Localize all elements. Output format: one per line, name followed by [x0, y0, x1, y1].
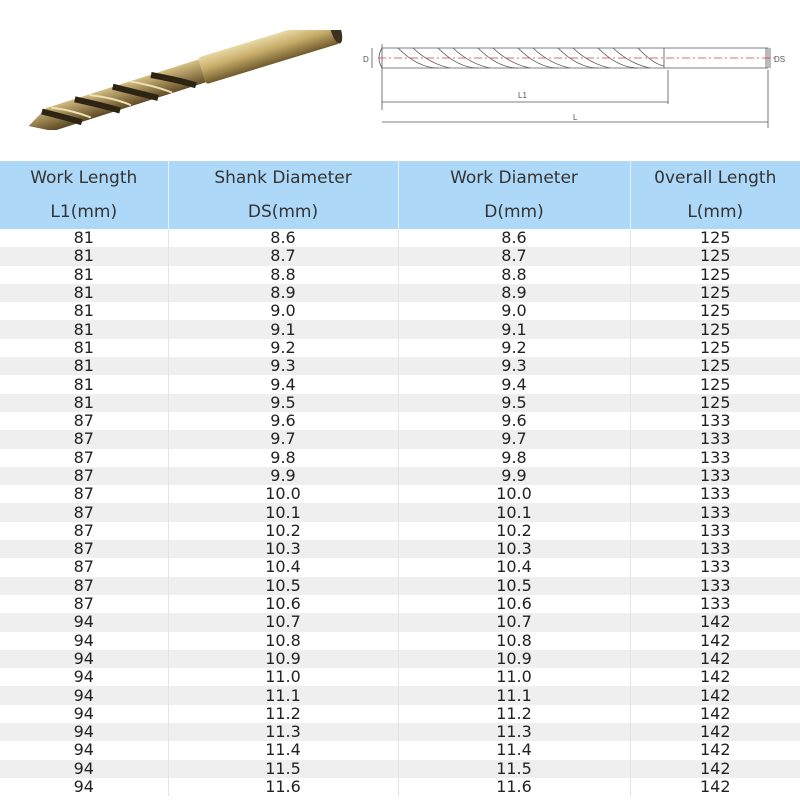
table-cell: 9.5 [398, 394, 630, 412]
table-cell: 11.6 [398, 778, 630, 796]
table-cell: 142 [630, 723, 800, 741]
table-cell: 10.3 [398, 540, 630, 558]
header-shank-diameter-unit: DS(mm) [247, 202, 319, 222]
table-row [0, 705, 800, 723]
table-cell: 11.5 [398, 760, 630, 778]
table-cell: 94 [0, 613, 168, 631]
table-cell: 9.7 [168, 430, 398, 448]
drill-bit-photo [14, 30, 359, 130]
table-cell: 142 [630, 778, 800, 796]
table-cell: 9.7 [398, 430, 630, 448]
table-cell: 10.1 [398, 503, 630, 521]
drawing-label-ds: DS [774, 55, 786, 64]
table-row [0, 430, 800, 448]
table-row [0, 449, 800, 467]
table-cell: 8.7 [168, 247, 398, 265]
table-cell: 10.7 [398, 613, 630, 631]
table-cell: 142 [630, 760, 800, 778]
table-cell: 94 [0, 741, 168, 759]
table-row [0, 522, 800, 540]
table-cell: 125 [630, 357, 800, 375]
table-cell: 133 [630, 412, 800, 430]
table-cell: 11.0 [168, 668, 398, 686]
table-cell: 142 [630, 686, 800, 704]
table-cell: 81 [0, 266, 168, 284]
table-cell: 9.1 [398, 320, 630, 338]
table-cell: 10.2 [398, 522, 630, 540]
table-cell: 125 [630, 302, 800, 320]
table-cell: 125 [630, 247, 800, 265]
table-row [0, 357, 800, 375]
table-row [0, 485, 800, 503]
header-overall-length-title: 0verall Length [654, 168, 777, 188]
table-cell: 9.1 [168, 320, 398, 338]
table-cell: 133 [630, 540, 800, 558]
table-cell: 8.9 [168, 284, 398, 302]
table-row [0, 467, 800, 485]
table-cell: 125 [630, 375, 800, 393]
table-cell: 11.6 [168, 778, 398, 796]
table-row [0, 503, 800, 521]
table-cell: 94 [0, 632, 168, 650]
table-cell: 9.9 [168, 467, 398, 485]
table-cell: 9.3 [398, 357, 630, 375]
table-cell: 81 [0, 375, 168, 393]
table-cell: 8.8 [168, 266, 398, 284]
drawing-label-d: D [363, 55, 369, 64]
table-cell: 9.4 [168, 375, 398, 393]
table-cell: 10.2 [168, 522, 398, 540]
table-cell: 94 [0, 650, 168, 668]
table-cell: 125 [630, 229, 800, 247]
table-cell: 133 [630, 467, 800, 485]
table-cell: 11.0 [398, 668, 630, 686]
table-cell: 9.9 [398, 467, 630, 485]
table-cell: 142 [630, 613, 800, 631]
table-cell: 11.3 [398, 723, 630, 741]
table-row [0, 394, 800, 412]
table-row [0, 650, 800, 668]
table-row [0, 741, 800, 759]
table-cell: 9.4 [398, 375, 630, 393]
table-cell: 81 [0, 357, 168, 375]
table-cell: 87 [0, 449, 168, 467]
header-overall-length-unit: L(mm) [687, 202, 744, 222]
table-row [0, 613, 800, 631]
table-row [0, 266, 800, 284]
table-cell: 10.6 [168, 595, 398, 613]
table-row [0, 577, 800, 595]
table-cell: 87 [0, 412, 168, 430]
table-cell: 94 [0, 723, 168, 741]
table-cell: 94 [0, 668, 168, 686]
drawing-label-l: L [573, 113, 578, 122]
table-row [0, 723, 800, 741]
table-row [0, 302, 800, 320]
table-cell: 142 [630, 705, 800, 723]
table-cell: 133 [630, 485, 800, 503]
header-work-length-unit: L1(mm) [50, 202, 118, 222]
table-cell: 87 [0, 467, 168, 485]
table-cell: 142 [630, 650, 800, 668]
header-shank-diameter [168, 161, 398, 229]
table-cell: 81 [0, 339, 168, 357]
table-cell: 94 [0, 778, 168, 796]
table-row [0, 632, 800, 650]
table-cell: 9.3 [168, 357, 398, 375]
table-row [0, 339, 800, 357]
table-cell: 8.6 [168, 229, 398, 247]
table-cell: 87 [0, 503, 168, 521]
table-cell: 81 [0, 247, 168, 265]
table-cell: 8.7 [398, 247, 630, 265]
table-row [0, 778, 800, 796]
table-header-row [0, 161, 800, 229]
table-cell: 8.6 [398, 229, 630, 247]
table-row [0, 540, 800, 558]
table-cell: 10.0 [398, 485, 630, 503]
table-row [0, 284, 800, 302]
table-cell: 10.0 [168, 485, 398, 503]
table-cell: 11.2 [398, 705, 630, 723]
table-row [0, 247, 800, 265]
table-cell: 10.9 [168, 650, 398, 668]
table-cell: 11.5 [168, 760, 398, 778]
product-header-area [0, 0, 800, 160]
table-cell: 125 [630, 394, 800, 412]
table-cell: 8.8 [398, 266, 630, 284]
table-body [0, 229, 800, 796]
table-cell: 81 [0, 302, 168, 320]
table-cell: 10.3 [168, 540, 398, 558]
table-cell: 11.1 [168, 686, 398, 704]
table-cell: 87 [0, 558, 168, 576]
table-cell: 125 [630, 284, 800, 302]
table-cell: 10.8 [168, 632, 398, 650]
table-cell: 87 [0, 577, 168, 595]
technical-drawing [358, 36, 798, 132]
table-row [0, 412, 800, 430]
table-cell: 87 [0, 595, 168, 613]
header-work-diameter-unit: D(mm) [484, 202, 544, 222]
table-cell: 9.2 [168, 339, 398, 357]
table-cell: 11.4 [398, 741, 630, 759]
table-cell: 133 [630, 522, 800, 540]
table-cell: 87 [0, 430, 168, 448]
table-cell: 142 [630, 668, 800, 686]
table-cell: 10.8 [398, 632, 630, 650]
table-row [0, 320, 800, 338]
table-cell: 9.6 [168, 412, 398, 430]
header-work-diameter [398, 161, 630, 229]
table-cell: 8.9 [398, 284, 630, 302]
table-cell: 10.6 [398, 595, 630, 613]
drawing-label-l1: L1 [518, 91, 527, 100]
table-cell: 94 [0, 686, 168, 704]
table-row [0, 760, 800, 778]
table-cell: 125 [630, 266, 800, 284]
header-work-length [0, 161, 168, 229]
table-cell: 9.6 [398, 412, 630, 430]
header-work-length-title: Work Length [30, 168, 138, 188]
table-cell: 94 [0, 705, 168, 723]
table-row [0, 229, 800, 247]
table-cell: 133 [630, 449, 800, 467]
table-cell: 10.4 [398, 558, 630, 576]
table-cell: 81 [0, 284, 168, 302]
table-cell: 87 [0, 485, 168, 503]
table-cell: 81 [0, 394, 168, 412]
table-cell: 9.0 [398, 302, 630, 320]
table-cell: 10.1 [168, 503, 398, 521]
table-cell: 142 [630, 632, 800, 650]
table-cell: 10.5 [168, 577, 398, 595]
table-cell: 133 [630, 595, 800, 613]
table-cell: 87 [0, 522, 168, 540]
table-cell: 125 [630, 320, 800, 338]
header-shank-diameter-title: Shank Diameter [214, 168, 352, 188]
table-cell: 10.4 [168, 558, 398, 576]
table-row [0, 558, 800, 576]
table-row [0, 375, 800, 393]
header-work-diameter-title: Work Diameter [450, 168, 578, 188]
table-cell: 87 [0, 540, 168, 558]
table-cell: 142 [630, 741, 800, 759]
table-cell: 81 [0, 320, 168, 338]
table-cell: 133 [630, 503, 800, 521]
table-cell: 9.2 [398, 339, 630, 357]
table-cell: 81 [0, 229, 168, 247]
table-cell: 133 [630, 558, 800, 576]
table-cell: 10.5 [398, 577, 630, 595]
table-row [0, 686, 800, 704]
table-cell: 133 [630, 430, 800, 448]
table-cell: 11.1 [398, 686, 630, 704]
table-cell: 9.0 [168, 302, 398, 320]
header-overall-length [630, 161, 800, 229]
table-cell: 9.8 [398, 449, 630, 467]
table-row [0, 595, 800, 613]
table-cell: 9.8 [168, 449, 398, 467]
table-cell: 11.3 [168, 723, 398, 741]
table-row [0, 668, 800, 686]
table-cell: 11.2 [168, 705, 398, 723]
specifications-table [0, 161, 800, 796]
table-cell: 10.9 [398, 650, 630, 668]
table-cell: 125 [630, 339, 800, 357]
table-cell: 133 [630, 577, 800, 595]
table-cell: 94 [0, 760, 168, 778]
table-cell: 10.7 [168, 613, 398, 631]
table-cell: 11.4 [168, 741, 398, 759]
table-cell: 9.5 [168, 394, 398, 412]
